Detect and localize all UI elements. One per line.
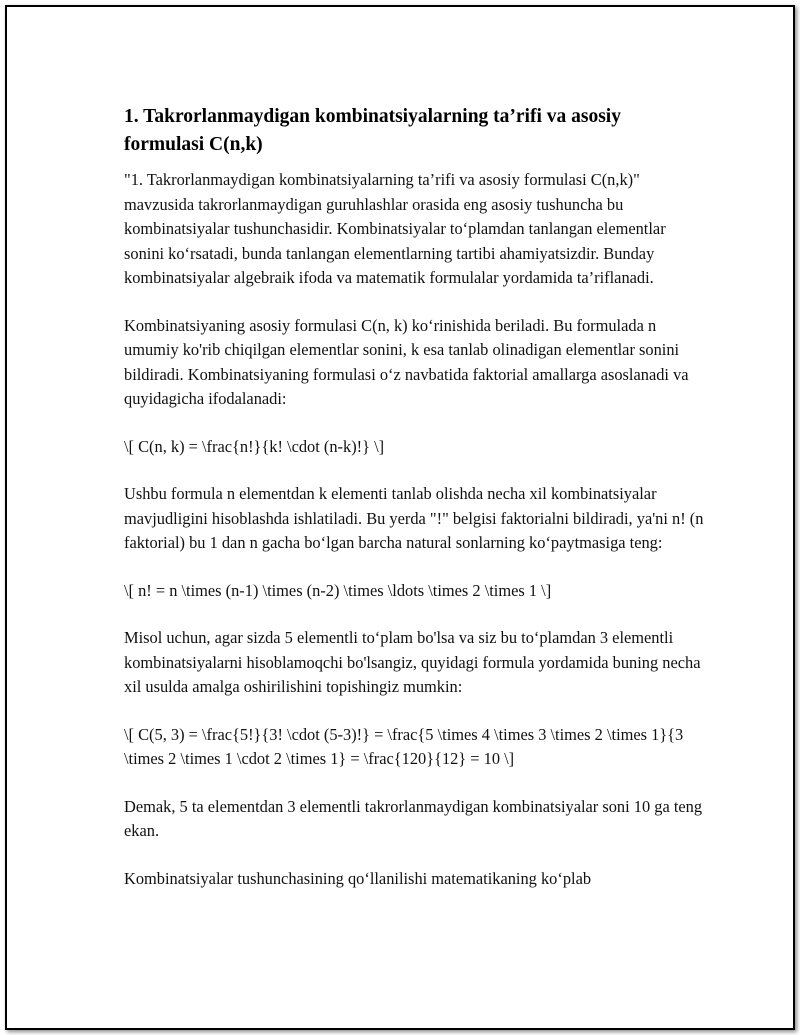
- factorial-formula: \[ n! = n \times (n-1) \times (n-2) \times \ldots \times 2 \times 1 \]: [124, 580, 552, 600]
- section-heading: 1. Takrorlanmaydigan kombinatsiyalarning ta’rifi va asosiy formulasi C(n,k): [124, 106, 621, 155]
- factorial-explanation-paragraph: Ushbu formula n elementdan k elementi tanlab olishda necha xil kombinatsiyalar mavjudligini hisoblashda ishlatiladi. Bu yerda "!" belgisi faktorialni bildiradi, ya'ni n! (n faktorial) bu 1 dan n gacha bo‘lgan barcha natural sonlarning ko‘paytmasiga teng:: [124, 484, 704, 552]
- document-body: [124, 103, 704, 914]
- example-formula: \[ C(5, 3) = \frac{5!}{3! \cdot (5-3)!} = \frac{5 \times 4 \times 3 \times 2 \times 1}{3 \times 2 \times 1 \cdot 2 \times 1} = \frac{120}{12} = 10 \]: [124, 724, 684, 768]
- conclusion-paragraph: Demak, 5 ta elementdan 3 elementli takrorlanmaydigan kombinatsiyalar soni 10 ga teng ekan.: [124, 796, 703, 840]
- formula-intro-paragraph: Kombinatsiyaning asosiy formulasi C(n, k) ko‘rinishida beriladi. Bu formulada n umumiy ko'rib chiqilgan elementlar sonini, k esa tanlab olinadigan elementlar sonini bildiradi. Kombinatsiyaning formulasi o‘z navbatida faktorial amallarga asoslanadi va quyidagicha ifodalanadi:: [124, 315, 689, 408]
- intro-paragraph: "1. Takrorlanmaydigan kombinatsiyalarning ta’rifi va asosiy formulasi C(n,k)" mavzusida takrorlanmaydigan guruhlashlar orasida eng asosiy tushuncha bu kombinatsiyalar tushunchasidir. Kombinatsiyalar to‘plamdan tanlangan elementlar sonini ko‘rsatadi, bunda tanlangan elementlarning tartibi ahamiyatsizdir. Bunday kombinatsiyalar algebraik ifoda va matematik formulalar yordamida ta’riflanadi.: [124, 170, 666, 287]
- page-frame: [5, 5, 795, 1030]
- combination-formula: \[ C(n, k) = \frac{n!}{k! \cdot (n-k)!} \]: [124, 436, 385, 456]
- application-paragraph: Kombinatsiyalar tushunchasining qo‘llanilishi matematikaning ko‘plab: [124, 868, 592, 888]
- example-paragraph: Misol uchun, agar sizda 5 elementli to‘plam bo'lsa va siz bu to‘plamdan 3 elementli kombinatsiyalarni hisoblamoqchi bo'lsangiz, quyidagi formula yordamida buning necha xil usulda amalga oshirilishini topishingiz mumkin:: [124, 628, 701, 696]
